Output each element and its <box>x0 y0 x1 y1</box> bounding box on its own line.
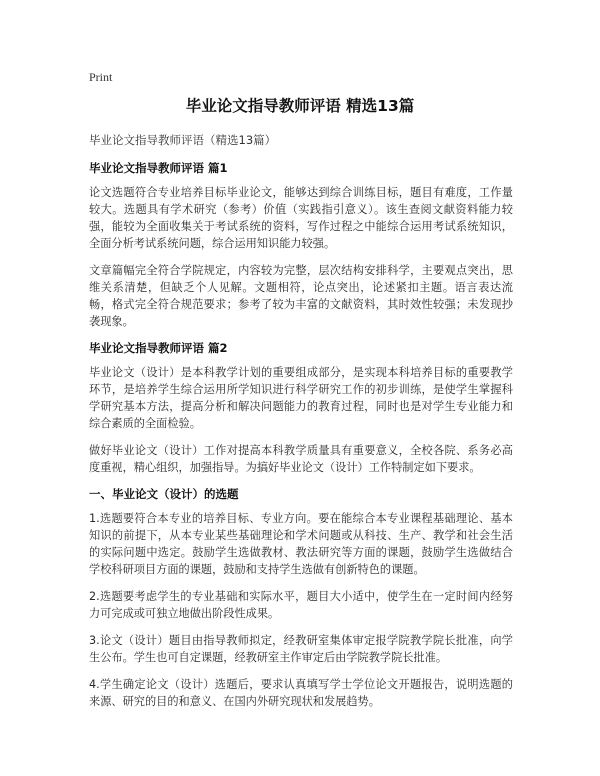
section-1 <box>89 160 513 330</box>
paragraph: 1.选题要符合本专业的培养目标、专业方向。要在能综合本专业课程基础理论、基本知识的前提下，从本专业某些基础理论和学术问题或从科技、生产、教学和社会生活的实际问题中选定。鼓励学生选做教材、教法研究等方面的课题，鼓励学生选做结合学校科研项目方面的课题，鼓励和支持学生选做有创新特色的课题。 <box>89 512 513 576</box>
paragraph: 3.论文（设计）题目由指导教师拟定，经教研室集体审定报学院教学院长批准，向学生公布。学生也可自定课题，经教研室主作审定后由学院教学院长批准。 <box>89 634 513 664</box>
section-heading: 毕业论文指导教师评语 篇1 <box>89 161 228 175</box>
paragraph: 做好毕业论文（设计）工作对提高本科教学质量具有重要意义，全校各院、系务必高度重视，精心组织，加强指导。为搞好毕业论文（设计）工作特制定如下要求。 <box>89 444 513 474</box>
paragraph: 4.学生确定论文（设计）选题后，要求认真填写学士学位论文开题报告，说明选题的来源、研究的目的和意义、在国内外研究现状和发展趋势。 <box>89 678 513 708</box>
article-body <box>89 160 513 720</box>
paragraph: 毕业论文（设计）是本科教学计划的重要组成部分，是实现本科培养目标的重要教学环节，是培养学生综合运用所学知识进行科学研究工作的初步训练，是使学生掌握科学研究基本方法，提高分析和解决问题能力的教育过程，同时也是对学生专业能力和综合素质的全面检验。 <box>89 366 513 430</box>
section-3 <box>89 486 513 710</box>
paragraph: 文章篇幅完全符合学院规定，内容较为完整，层次结构安排科学，主要观点突出，思维关系清楚，但缺乏个人见解。文题相符，论点突出，论述紧扣主题。语言表达流畅，格式完全符合规范要求；参考了较为丰富的文献资料，其时效性较强；未发现抄袭现象。 <box>89 264 513 328</box>
page-subtitle: 毕业论文指导教师评语（精选13篇） <box>89 133 277 147</box>
section-heading: 一、毕业论文（设计）的选题 <box>89 487 239 501</box>
section-2 <box>89 340 513 476</box>
paragraph: 论文选题符合专业培养目标毕业论文，能够达到综合训练目标，题目有难度，工作量较大。选题具有学术研究（参考）价值（实践指引意义）。该生查阅文献资料能力较强，能较为全面收集关于考试系统的资料，写作过程之中能综合运用考试系统知识，全面分析考试系统问题，综合运用知识能力较强。 <box>89 186 513 250</box>
paragraph: 2.选题要考虑学生的专业基础和实际水平，题目大小适中，使学生在一定时间内经努力可完成或可独立地做出阶段性成果。 <box>89 590 513 620</box>
page-title: 毕业论文指导教师评语 精选13篇 <box>185 97 415 115</box>
print-link[interactable]: Print <box>89 70 113 84</box>
section-heading: 毕业论文指导教师评语 篇2 <box>89 341 228 355</box>
